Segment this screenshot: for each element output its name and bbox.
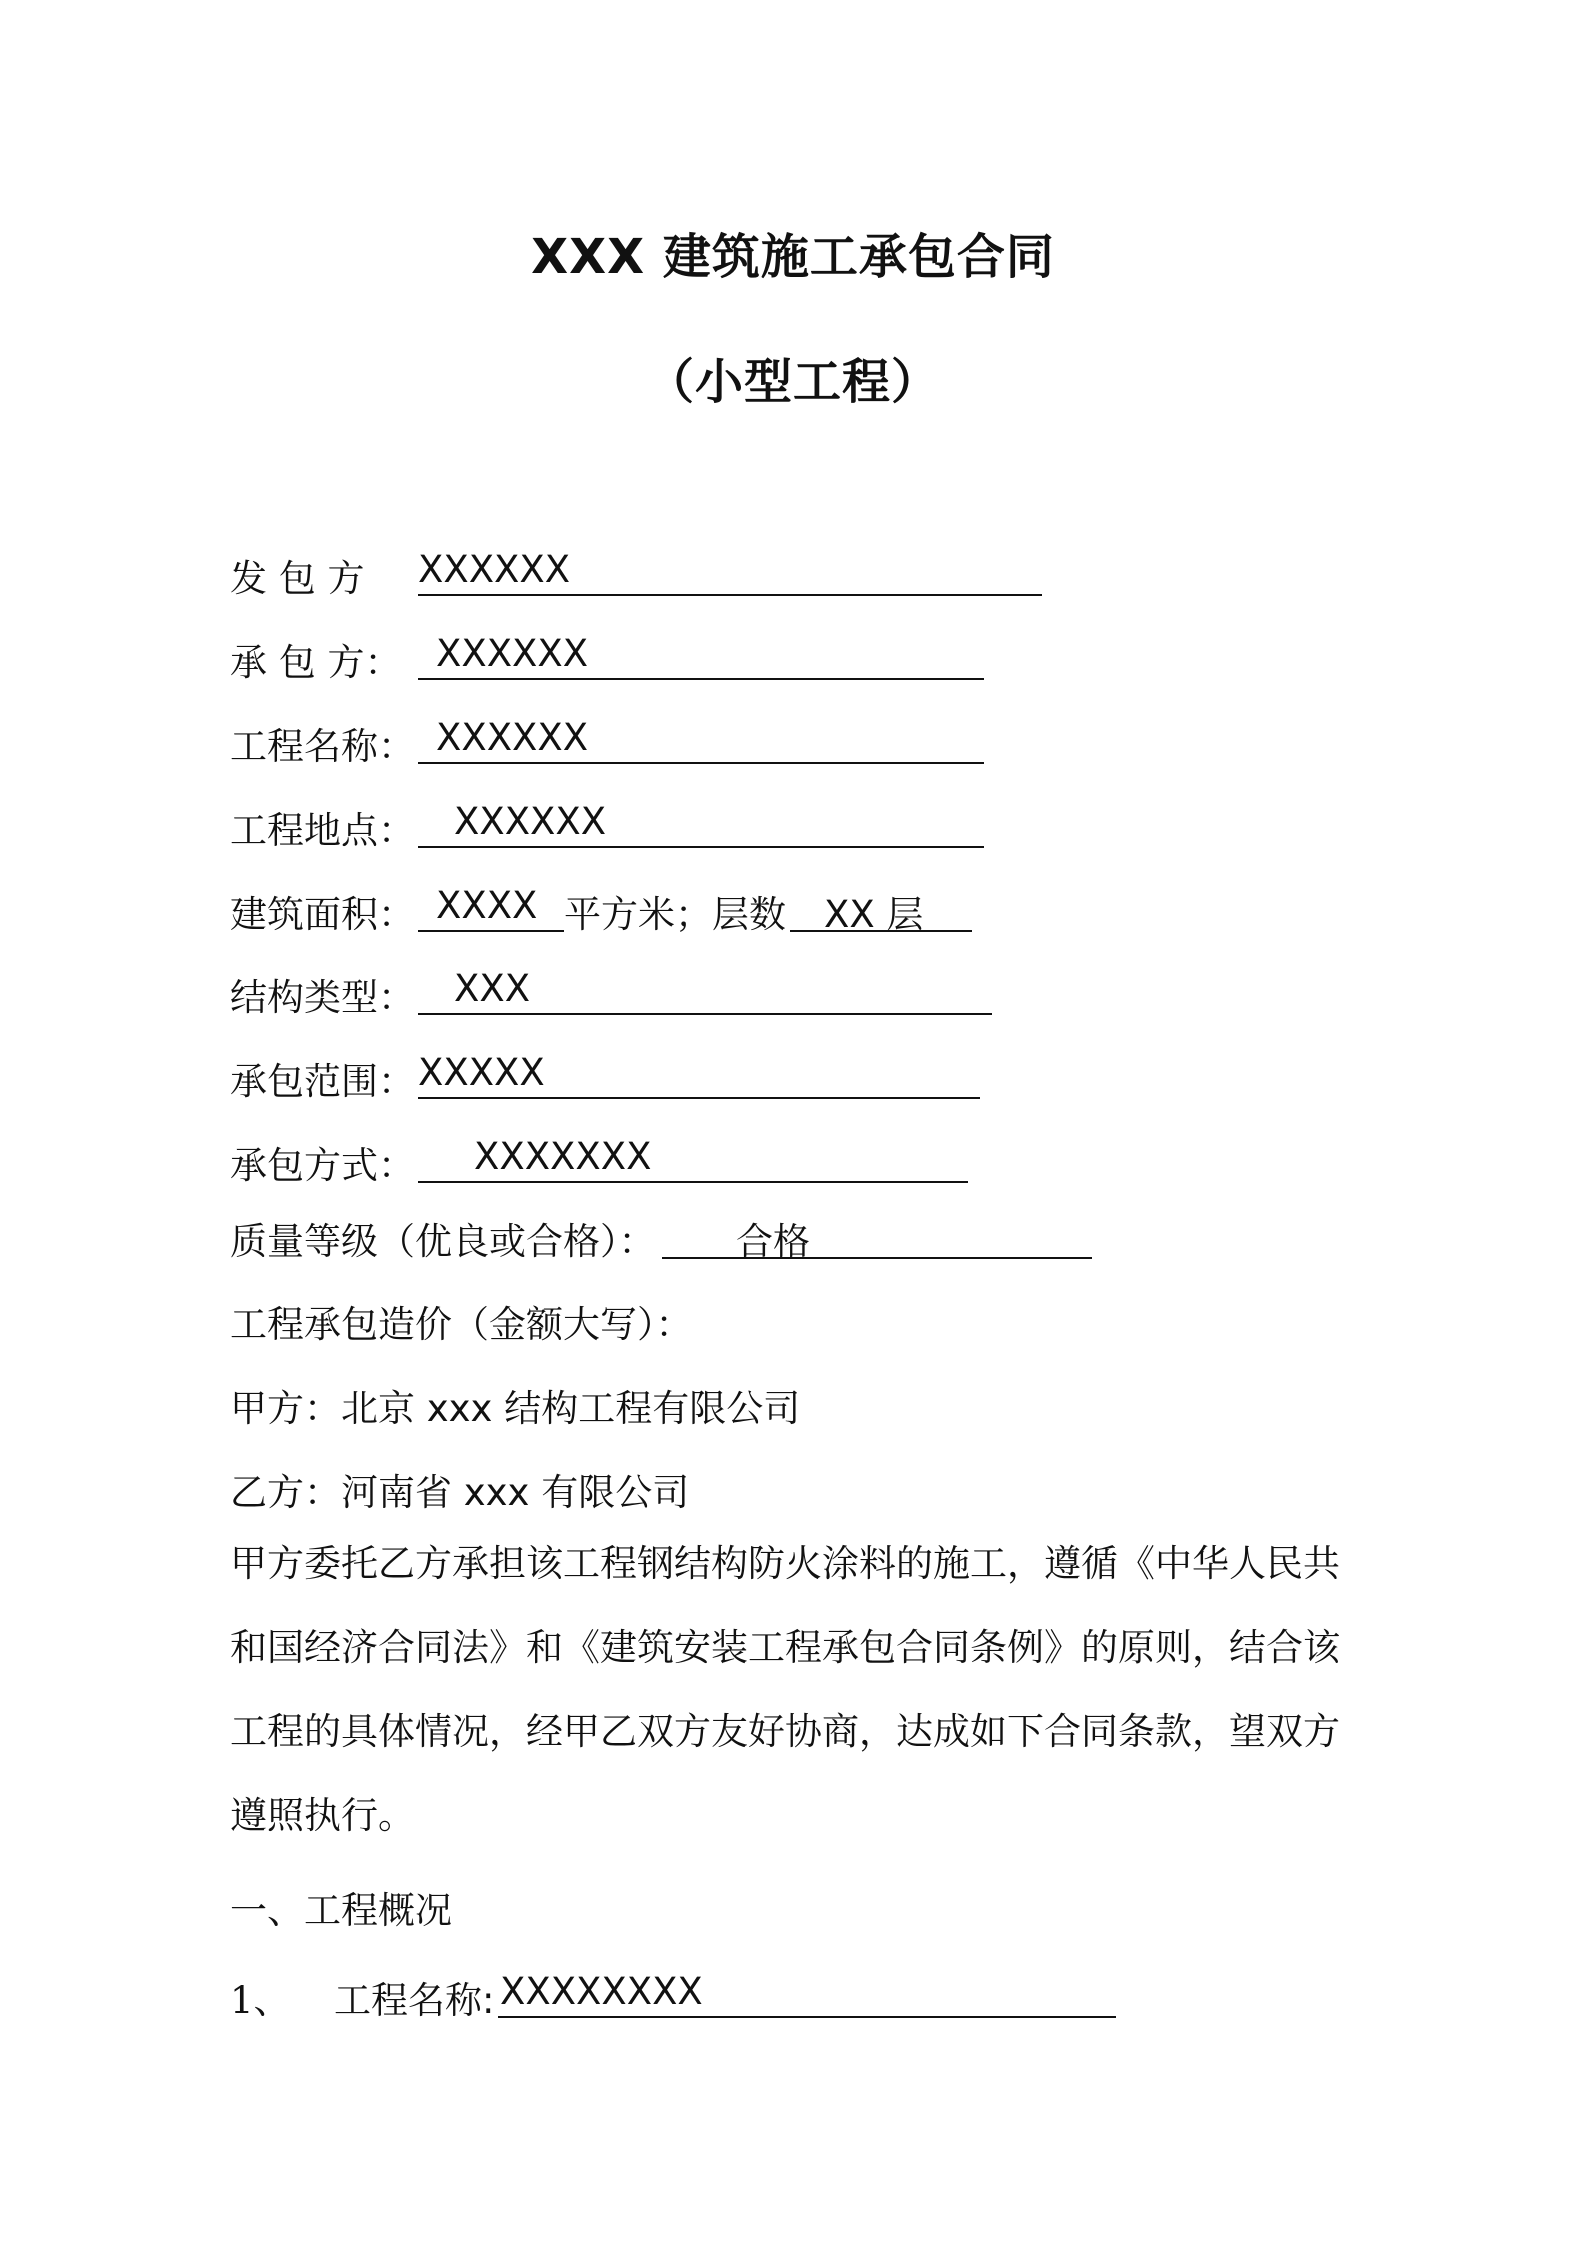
preamble-line: 工程的具体情况，经甲乙双方友好协商，达成如下合同条款，望双方 — [230, 1710, 1340, 1753]
project-name-value: XXXXXX — [436, 716, 589, 759]
preamble-paragraph — [230, 1522, 1370, 1858]
quality-underline — [662, 1257, 1092, 1259]
project-name-label: 工程名称： — [230, 725, 415, 768]
structure-label: 结构类型： — [230, 976, 415, 1019]
area-unit-text: 平方米；层数 — [564, 893, 786, 936]
preamble-line: 遵照执行。 — [230, 1794, 415, 1837]
scope-value: XXXXX — [418, 1051, 545, 1094]
item-number: 1、 — [230, 1979, 291, 2022]
contractor-underline — [418, 678, 984, 680]
area-underline — [418, 930, 564, 932]
employer-underline — [418, 594, 1042, 596]
employer-label: 发 包 方 — [230, 557, 365, 600]
party-a: 甲方：北京 xxx 结构工程有限公司 — [230, 1387, 801, 1430]
location-label: 工程地点： — [230, 809, 415, 852]
preamble-line: 甲方委托乙方承担该工程钢结构防火涂料的施工，遵循《中华人民共 — [230, 1542, 1340, 1585]
quality-label: 质量等级（优良或合格）： — [230, 1220, 656, 1263]
document-title: XXX 建筑施工承包合同 — [531, 229, 1055, 285]
document-subtitle: （小型工程） — [645, 354, 940, 410]
method-underline — [418, 1181, 968, 1183]
scope-underline — [418, 1097, 980, 1099]
method-value: XXXXXXX — [474, 1135, 652, 1178]
contractor-label: 承 包 方： — [230, 641, 402, 684]
quality-value: 合格 — [736, 1220, 810, 1263]
section-heading: 一、工程概况 — [230, 1889, 452, 1932]
area-value: XXXX — [436, 884, 538, 927]
employer-value: XXXXXX — [418, 548, 571, 591]
area-label: 建筑面积： — [230, 893, 415, 936]
location-underline — [418, 846, 984, 848]
structure-underline — [418, 1013, 992, 1015]
item-value: XXXXXXXX — [500, 1970, 703, 2013]
scope-label: 承包范围： — [230, 1060, 415, 1103]
price-label: 工程承包造价（金额大写）： — [230, 1303, 693, 1346]
party-b: 乙方：河南省 xxx 有限公司 — [230, 1471, 690, 1514]
structure-value: XXX — [454, 967, 531, 1010]
item-label: 工程名称: — [334, 1979, 495, 2022]
floors-underline — [790, 930, 972, 932]
item-underline — [498, 2016, 1116, 2018]
preamble-line: 和国经济合同法》和《建筑安装工程承包合同条例》的原则，结合该 — [230, 1626, 1340, 1669]
contractor-value: XXXXXX — [436, 632, 589, 675]
project-name-underline — [418, 762, 984, 764]
method-label: 承包方式： — [230, 1144, 415, 1187]
location-value: XXXXXX — [454, 800, 607, 843]
floors-value: XX 层 — [824, 893, 924, 936]
